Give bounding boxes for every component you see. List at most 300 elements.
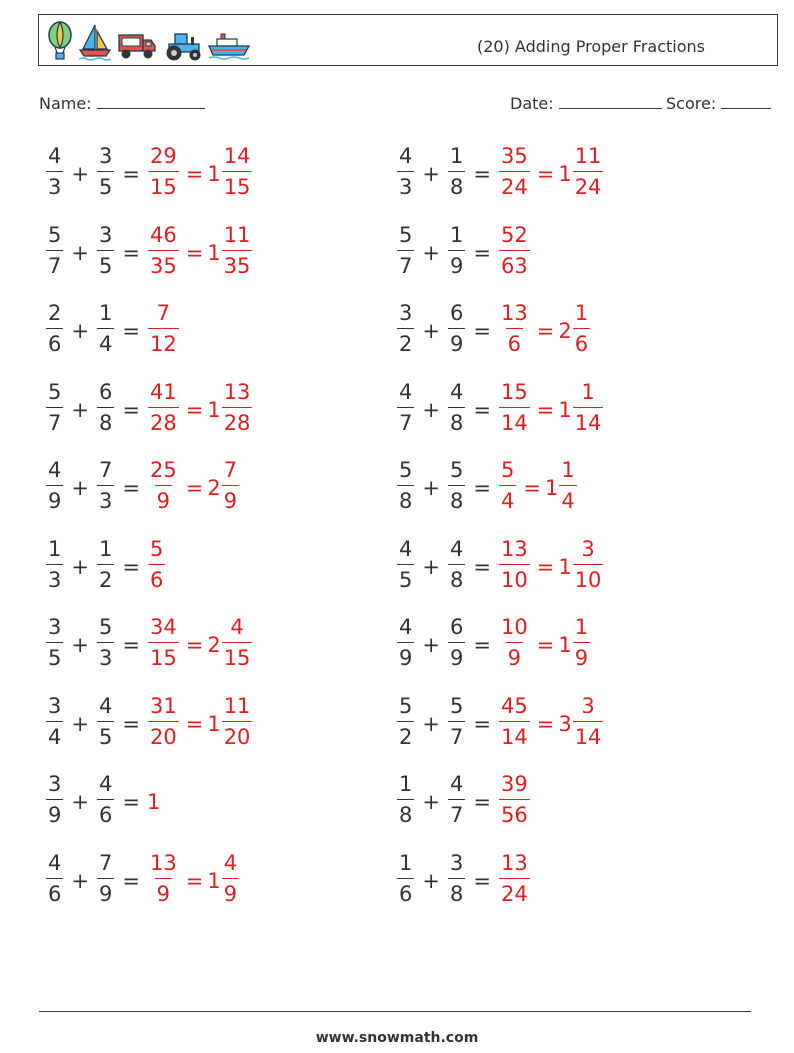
problem-row	[396, 772, 604, 851]
denominator: 9	[97, 878, 114, 905]
mixed-fraction-part	[559, 458, 576, 512]
denominator: 2	[397, 721, 414, 748]
answer	[498, 615, 591, 669]
mixed-fraction-part	[573, 537, 604, 591]
equals-sign: =	[122, 397, 140, 422]
problem-row	[396, 223, 604, 302]
addend-fraction	[97, 144, 114, 198]
problem-row	[45, 615, 253, 694]
plus-sign: +	[71, 554, 89, 579]
addend-fraction	[97, 301, 114, 355]
answer	[147, 537, 166, 591]
equals-sign: =	[185, 711, 204, 736]
name-label: Name:	[39, 94, 92, 113]
denominator: 2	[397, 328, 414, 355]
answer	[498, 380, 604, 434]
denominator: 6	[97, 799, 114, 826]
mixed-fraction-part	[573, 615, 590, 669]
addend-fraction	[97, 537, 114, 591]
numerator: 14	[223, 144, 251, 168]
denominator: 8	[448, 564, 465, 591]
addend-fraction	[397, 301, 414, 355]
plus-sign: +	[71, 476, 89, 500]
problem-row	[45, 772, 253, 851]
score-blank[interactable]	[721, 94, 771, 109]
plus-sign: +	[71, 162, 89, 186]
addend-fraction	[97, 851, 114, 905]
header-box	[38, 14, 778, 66]
plus-sign: +	[71, 397, 89, 422]
equals-sign: =	[122, 868, 140, 893]
mixed-fraction-part	[222, 380, 253, 434]
tractor-icon	[161, 31, 203, 61]
numerator: 4	[449, 772, 464, 796]
plus-sign: +	[71, 790, 89, 814]
denominator: 9	[448, 328, 465, 355]
numerator: 3	[48, 615, 62, 639]
addend-fraction	[448, 615, 465, 669]
addend-fraction	[46, 537, 63, 591]
mixed-whole-part: 1	[207, 711, 221, 736]
denominator: 8	[448, 878, 465, 905]
denominator: 4	[499, 485, 516, 512]
answer-improper-fraction	[499, 380, 530, 434]
numerator: 2	[48, 301, 62, 325]
numerator: 15	[500, 379, 528, 404]
denominator: 8	[448, 485, 465, 512]
mixed-whole-part: 2	[558, 319, 572, 343]
addend-fraction	[448, 458, 465, 512]
problem-row	[45, 537, 253, 616]
plus-sign: +	[422, 397, 440, 422]
plus-sign: +	[422, 476, 440, 500]
score-field[interactable]	[666, 94, 771, 113]
numerator: 29	[149, 144, 177, 168]
numerator: 4	[223, 850, 238, 875]
addend-fraction	[397, 223, 414, 277]
plus-sign: +	[422, 711, 440, 736]
answer	[498, 144, 604, 198]
denominator: 15	[222, 171, 253, 198]
plus-sign: +	[422, 868, 440, 893]
numerator: 1	[48, 536, 62, 561]
denominator: 9	[448, 250, 465, 277]
answer-improper-fraction	[499, 458, 516, 512]
answer-improper-fraction	[148, 694, 179, 748]
denominator: 6	[148, 564, 165, 591]
numerator: 4	[98, 772, 113, 796]
problem-row	[396, 380, 604, 459]
answer	[147, 144, 253, 198]
mixed-whole-part: 1	[558, 162, 572, 186]
denominator: 5	[46, 642, 63, 669]
denominator: 9	[573, 642, 590, 669]
numerator: 1	[399, 850, 413, 875]
denominator: 6	[506, 328, 523, 355]
equals-sign: =	[536, 633, 555, 657]
denominator: 14	[499, 407, 530, 434]
numerator: 1	[574, 301, 589, 325]
numerator: 11	[574, 144, 602, 168]
mixed-whole-part: 2	[207, 476, 221, 500]
numerator: 5	[399, 693, 413, 718]
denominator: 12	[148, 328, 179, 355]
equals-sign: =	[122, 162, 140, 186]
problem-row	[45, 144, 253, 223]
mixed-fraction-part	[222, 144, 253, 198]
plus-sign: +	[71, 319, 89, 343]
equals-sign: =	[473, 397, 491, 422]
denominator: 9	[222, 878, 239, 905]
denominator: 9	[46, 799, 63, 826]
denominator: 3	[46, 171, 63, 198]
denominator: 35	[222, 250, 253, 277]
numerator: 4	[48, 144, 62, 168]
answer-improper-fraction	[148, 537, 165, 591]
numerator: 1	[399, 772, 413, 796]
equals-sign: =	[122, 711, 140, 736]
denominator: 6	[46, 878, 63, 905]
mixed-fraction-part	[222, 223, 253, 277]
denominator: 8	[97, 407, 114, 434]
addend-fraction	[97, 772, 114, 826]
equals-sign: =	[473, 240, 491, 265]
numerator: 4	[449, 379, 464, 404]
answer	[498, 851, 531, 905]
equals-sign: =	[473, 476, 491, 500]
numerator: 5	[48, 222, 62, 247]
addend-fraction	[448, 694, 465, 748]
numerator: 46	[149, 222, 177, 247]
numerator: 13	[223, 379, 251, 404]
denominator: 8	[448, 407, 465, 434]
denominator: 15	[148, 642, 179, 669]
name-blank[interactable]	[97, 94, 205, 109]
header-icons	[47, 21, 251, 61]
addend-fraction	[46, 144, 63, 198]
mixed-fraction-part	[222, 851, 239, 905]
mixed-whole-part: 3	[558, 711, 572, 736]
answer-improper-fraction	[499, 301, 530, 355]
problem-column-right	[396, 144, 604, 929]
numerator: 6	[449, 615, 464, 639]
denominator: 4	[97, 328, 114, 355]
answer-improper-fraction	[499, 694, 530, 748]
numerator: 5	[98, 615, 113, 639]
numerator: 5	[449, 458, 464, 482]
denominator: 24	[499, 171, 530, 198]
mixed-whole-part: 1	[207, 397, 221, 422]
truck-icon	[117, 31, 157, 61]
answer	[147, 615, 253, 669]
denominator: 3	[97, 642, 114, 669]
mixed-whole-part: 2	[207, 633, 221, 657]
numerator: 1	[98, 301, 113, 325]
equals-sign: =	[473, 868, 491, 893]
denominator: 7	[46, 407, 63, 434]
plus-sign: +	[422, 319, 440, 343]
equals-sign: =	[122, 633, 140, 657]
problem-row	[45, 694, 253, 773]
numerator: 3	[98, 222, 113, 247]
equals-sign: =	[185, 476, 204, 500]
name-field[interactable]	[39, 94, 205, 113]
denominator: 9	[448, 642, 465, 669]
denominator: 8	[448, 171, 465, 198]
plus-sign: +	[422, 554, 440, 579]
numerator: 34	[149, 615, 177, 639]
answer-improper-fraction	[499, 615, 530, 669]
numerator: 3	[581, 536, 595, 561]
numerator: 13	[500, 536, 528, 561]
numerator: 13	[500, 301, 528, 325]
problem-row	[396, 144, 604, 223]
numerator: 45	[500, 693, 528, 718]
ship-icon	[207, 31, 251, 61]
denominator: 56	[499, 799, 530, 826]
denominator: 10	[573, 564, 604, 591]
denominator: 3	[97, 485, 114, 512]
numerator: 13	[149, 850, 177, 875]
denominator: 14	[573, 721, 604, 748]
addend-fraction	[397, 772, 414, 826]
answer	[147, 223, 253, 277]
denominator: 20	[222, 721, 253, 748]
problem-row	[396, 301, 604, 380]
equals-sign: =	[473, 711, 491, 736]
answer	[147, 380, 253, 434]
addend-fraction	[397, 458, 414, 512]
mixed-fraction-part	[573, 144, 604, 198]
equals-sign: =	[536, 162, 555, 186]
numerator: 4	[48, 850, 62, 875]
plus-sign: +	[422, 240, 440, 265]
numerator: 1	[449, 144, 464, 168]
answer	[498, 772, 531, 826]
denominator: 5	[97, 721, 114, 748]
numerator: 4	[399, 615, 413, 639]
answer	[498, 301, 591, 355]
plus-sign: +	[71, 711, 89, 736]
equals-sign: =	[473, 162, 491, 186]
denominator: 28	[222, 407, 253, 434]
answer	[498, 537, 604, 591]
equals-sign: =	[185, 633, 204, 657]
denominator: 5	[97, 250, 114, 277]
addend-fraction	[46, 772, 63, 826]
mixed-whole-part: 1	[544, 476, 559, 500]
addend-fraction	[46, 223, 63, 277]
numerator: 52	[500, 222, 528, 247]
date-blank[interactable]	[559, 94, 662, 109]
numerator: 7	[98, 458, 113, 482]
numerator: 13	[500, 850, 528, 875]
denominator: 4	[46, 721, 63, 748]
equals-sign: =	[473, 633, 491, 657]
mixed-whole-part: 1	[207, 162, 221, 186]
sailboat-icon	[77, 21, 113, 61]
mixed-fraction-part	[573, 380, 604, 434]
denominator: 9	[222, 485, 239, 512]
denominator: 6	[46, 328, 63, 355]
numerator: 11	[223, 693, 251, 718]
denominator: 7	[448, 799, 465, 826]
answer-improper-fraction	[148, 301, 179, 355]
answer-whole-number: 1	[146, 790, 161, 814]
denominator: 20	[148, 721, 179, 748]
numerator: 35	[500, 144, 528, 168]
problem-row	[45, 380, 253, 459]
answer-improper-fraction	[148, 380, 179, 434]
addend-fraction	[97, 380, 114, 434]
numerator: 39	[500, 772, 528, 796]
equals-sign: =	[185, 397, 204, 422]
equals-sign: =	[536, 554, 555, 579]
mixed-fraction-part	[573, 694, 604, 748]
mixed-whole-part: 1	[207, 868, 221, 893]
denominator: 8	[397, 799, 414, 826]
numerator: 31	[149, 693, 177, 718]
plus-sign: +	[71, 868, 89, 893]
numerator: 3	[399, 301, 413, 325]
answer	[147, 694, 253, 748]
footer-divider	[39, 1011, 751, 1012]
addend-fraction	[448, 301, 465, 355]
answer-improper-fraction	[499, 537, 530, 591]
denominator: 15	[222, 642, 253, 669]
denominator: 24	[573, 171, 604, 198]
denominator: 9	[155, 878, 172, 905]
plus-sign: +	[71, 240, 89, 265]
denominator: 6	[397, 878, 414, 905]
problem-row	[396, 615, 604, 694]
numerator: 4	[399, 144, 413, 168]
equals-sign: =	[536, 711, 555, 736]
numerator: 10	[500, 615, 528, 639]
answer-improper-fraction	[148, 223, 179, 277]
problem-row	[396, 458, 604, 537]
equals-sign: =	[536, 397, 555, 422]
mixed-fraction-part	[222, 458, 239, 512]
numerator: 7	[156, 301, 171, 325]
numerator: 3	[48, 772, 62, 796]
problem-row	[45, 223, 253, 302]
problem-row	[396, 851, 604, 930]
addend-fraction	[97, 223, 114, 277]
numerator: 4	[230, 615, 244, 639]
mixed-fraction-part	[573, 301, 590, 355]
numerator: 25	[149, 458, 177, 482]
denominator: 9	[155, 485, 172, 512]
footer-url: www.snowmath.com	[315, 1030, 479, 1046]
denominator: 7	[397, 250, 414, 277]
denominator: 35	[148, 250, 179, 277]
denominator: 14	[573, 407, 604, 434]
denominator: 4	[559, 485, 576, 512]
addend-fraction	[46, 458, 63, 512]
answer	[147, 772, 160, 814]
denominator: 9	[46, 485, 63, 512]
problem-column-left	[45, 144, 253, 929]
addend-fraction	[448, 851, 465, 905]
answer-improper-fraction	[499, 223, 530, 277]
numerator: 3	[98, 144, 113, 168]
numerator: 41	[149, 379, 177, 404]
addend-fraction	[448, 537, 465, 591]
numerator: 3	[449, 850, 464, 875]
numerator: 6	[449, 301, 464, 325]
answer-improper-fraction	[499, 851, 530, 905]
answer	[498, 223, 531, 277]
numerator: 5	[149, 536, 164, 561]
score-label: Score:	[666, 94, 717, 113]
problem-row	[396, 694, 604, 773]
denominator: 24	[499, 878, 530, 905]
equals-sign: =	[185, 162, 204, 186]
numerator: 1	[574, 615, 589, 639]
plus-sign: +	[422, 790, 440, 814]
date-field[interactable]	[510, 94, 662, 113]
equals-sign: =	[122, 554, 140, 579]
denominator: 8	[397, 485, 414, 512]
denominator: 7	[397, 407, 414, 434]
equals-sign: =	[122, 319, 140, 343]
addend-fraction	[397, 380, 414, 434]
mixed-whole-part: 1	[558, 633, 572, 657]
denominator: 5	[97, 171, 114, 198]
answer	[498, 694, 604, 748]
addend-fraction	[397, 694, 414, 748]
addend-fraction	[97, 615, 114, 669]
denominator: 14	[499, 721, 530, 748]
equals-sign: =	[185, 868, 204, 893]
equals-sign: =	[473, 554, 491, 579]
numerator: 11	[223, 222, 251, 247]
problem-row	[45, 301, 253, 380]
addend-fraction	[397, 851, 414, 905]
numerator: 5	[48, 379, 62, 404]
numerator: 7	[98, 850, 113, 875]
equals-sign: =	[536, 319, 555, 343]
equals-sign: =	[523, 476, 541, 500]
answer-improper-fraction	[148, 851, 179, 905]
addend-fraction	[397, 144, 414, 198]
numerator: 5	[399, 222, 413, 247]
numerator: 3	[48, 693, 62, 718]
denominator: 3	[46, 564, 63, 591]
hot-air-balloon-icon	[47, 21, 73, 61]
denominator: 7	[46, 250, 63, 277]
mixed-fraction-part	[222, 694, 253, 748]
denominator: 2	[97, 564, 114, 591]
problem-row	[45, 458, 253, 537]
equals-sign: =	[122, 240, 140, 265]
worksheet-title: (20) Adding Proper Fractions	[477, 37, 705, 56]
equals-sign: =	[473, 319, 491, 343]
answer-improper-fraction	[148, 458, 179, 512]
addend-fraction	[46, 694, 63, 748]
answer-improper-fraction	[499, 144, 530, 198]
mixed-whole-part: 1	[558, 554, 572, 579]
addend-fraction	[46, 380, 63, 434]
answer-improper-fraction	[148, 144, 179, 198]
addend-fraction	[46, 851, 63, 905]
numerator: 3	[581, 693, 595, 718]
addend-fraction	[97, 458, 114, 512]
numerator: 1	[449, 222, 464, 247]
denominator: 10	[499, 564, 530, 591]
addend-fraction	[448, 223, 465, 277]
